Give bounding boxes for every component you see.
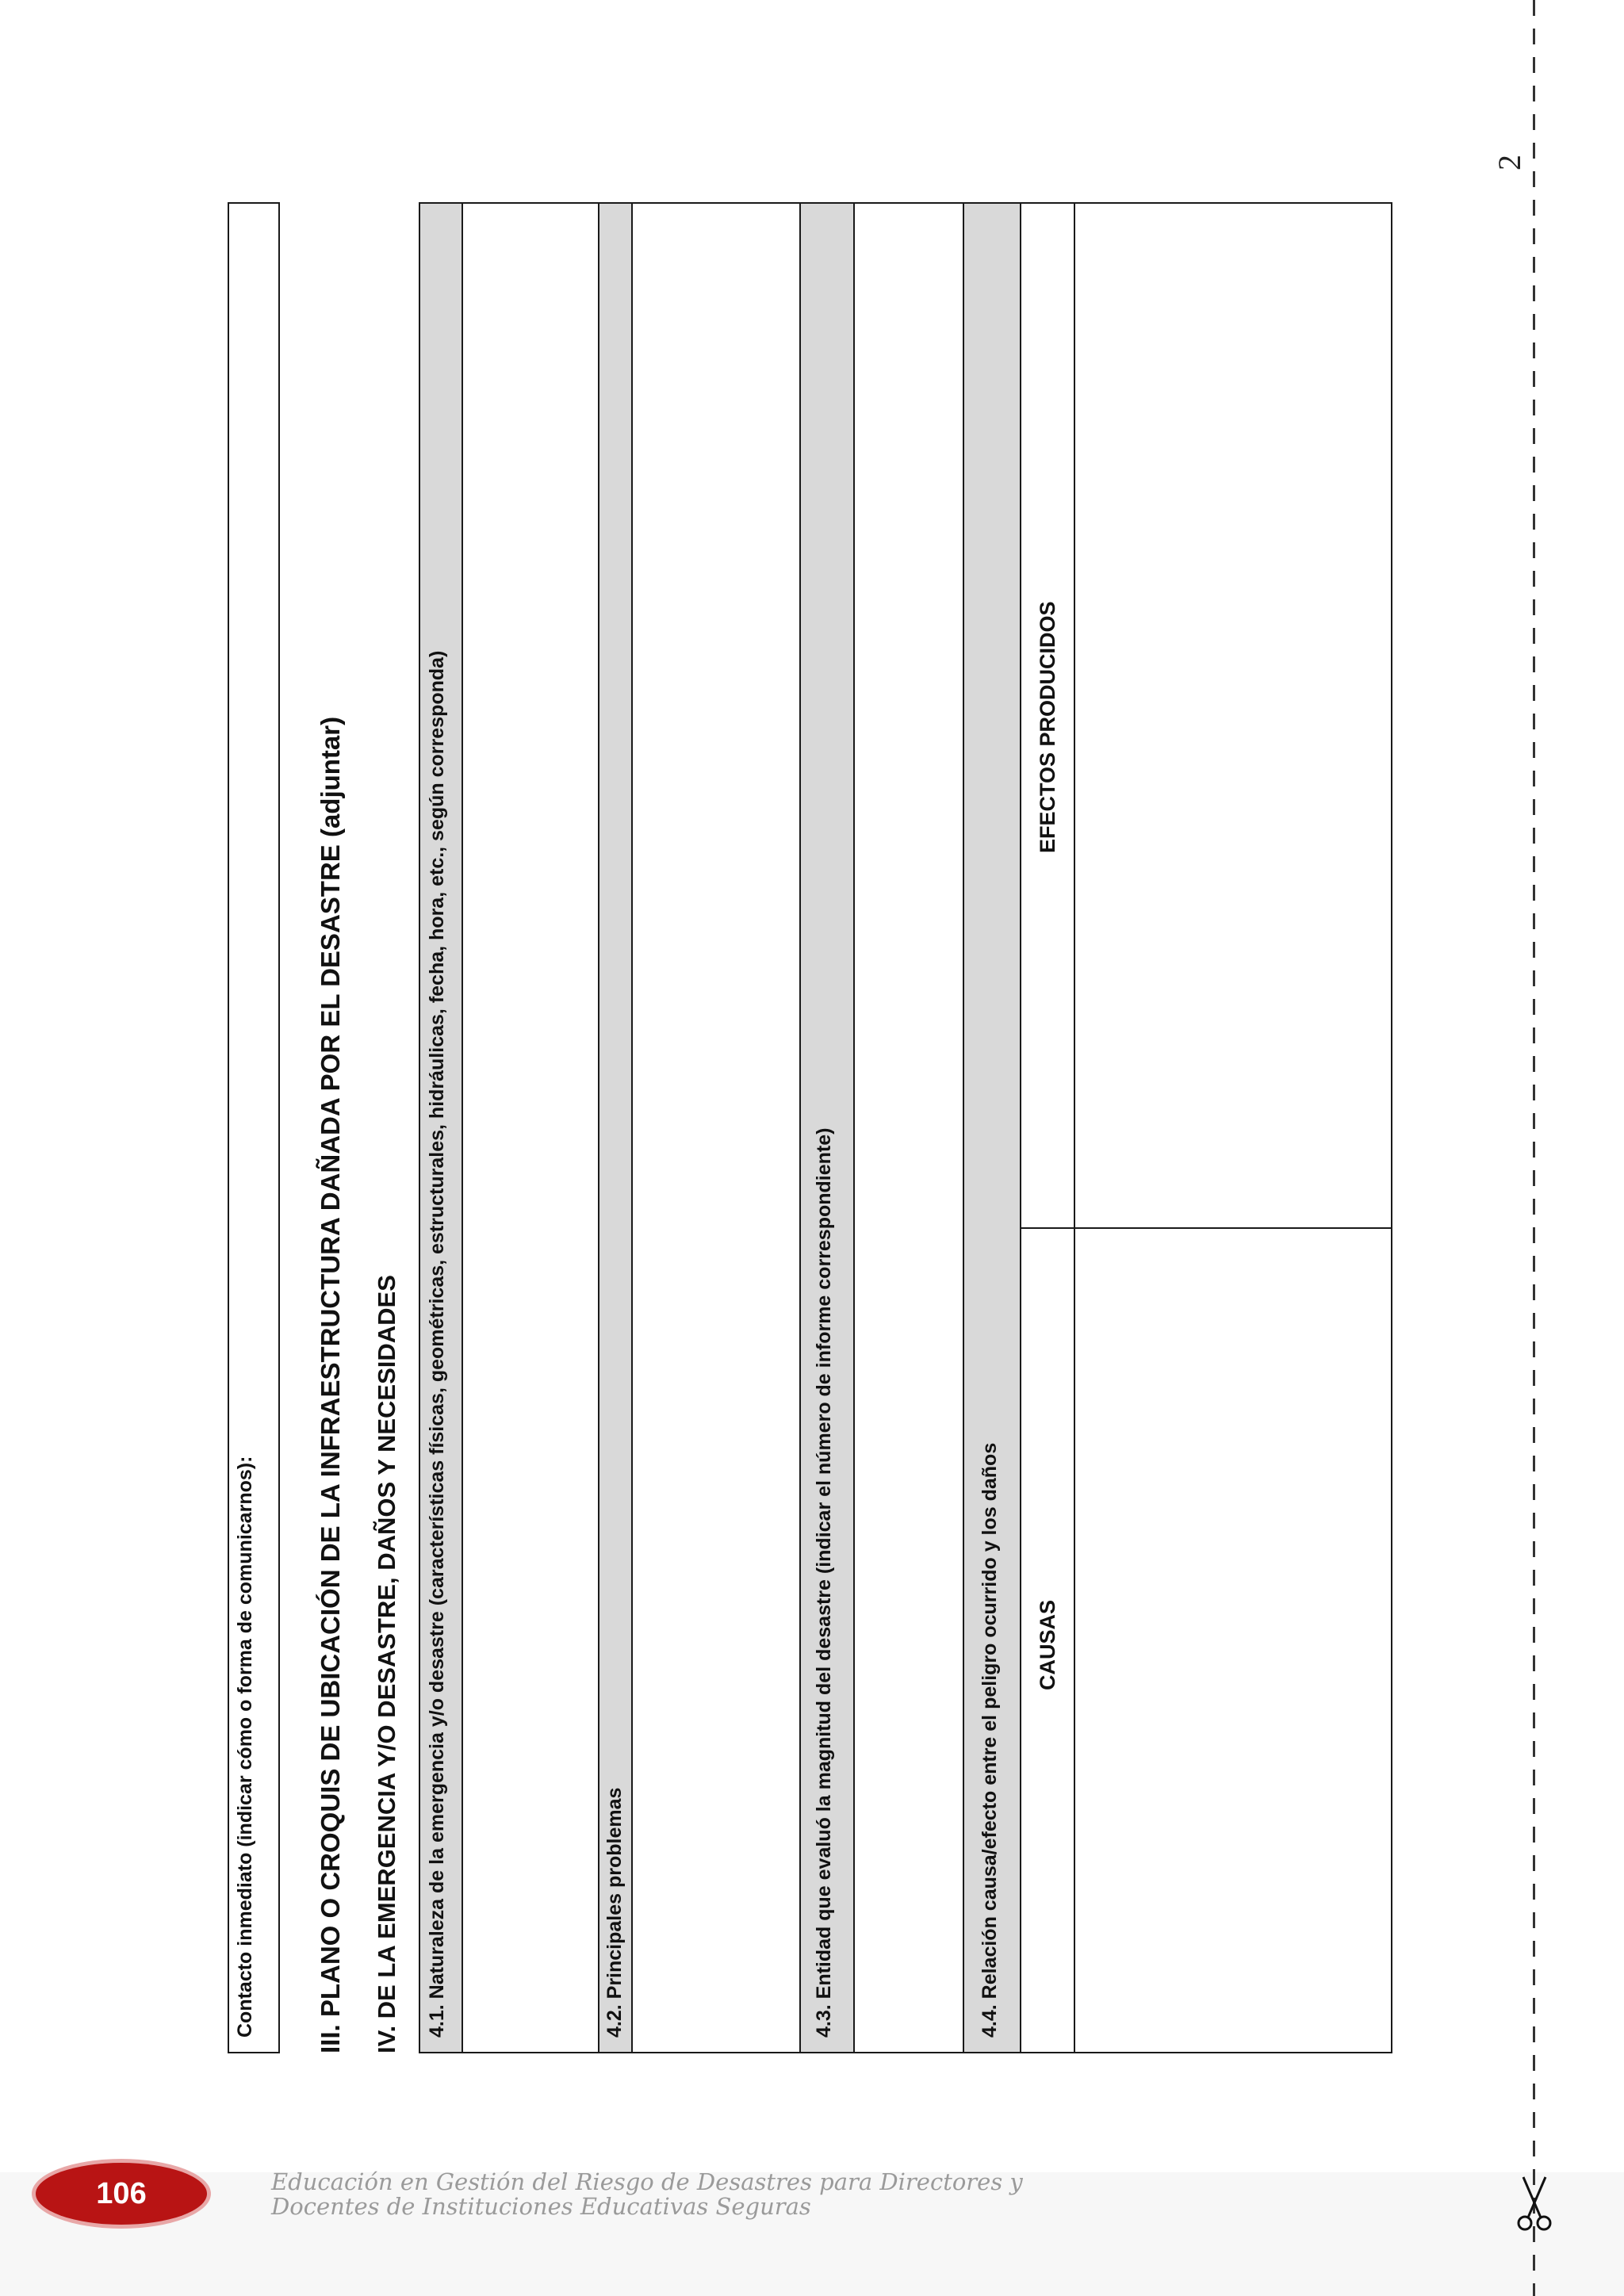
footer-title-line-2: Docentes de Instituciones Educativas Seguras xyxy=(271,2193,811,2220)
section-3-title: III. PLANO O CROQUIS DE UBICACIÓN DE LA INFRAESTRUCTURA DAÑADA POR EL DESASTRE (adjuntar) xyxy=(316,716,345,2053)
efectos-cell[interactable] xyxy=(1075,204,1391,1227)
sheet-number: 2 xyxy=(1492,155,1527,170)
item-4-2-label: 4.2. Principales problemas xyxy=(603,1787,626,2038)
footer-title-line-1: Educación en Gestión del Riesgo de Desastres para Directores y xyxy=(271,2168,1023,2195)
cut-line xyxy=(1533,0,1535,2296)
item-4-2-header xyxy=(598,202,633,2053)
item-4-1-answer[interactable] xyxy=(463,204,598,2052)
contact-label: Contacto inmediato (indicar cómo o forma de comunicarnos): xyxy=(234,1456,256,2038)
item-4-3-answer[interactable] xyxy=(855,204,963,2052)
scissors-icon xyxy=(1511,2172,1558,2236)
column-header-causas: CAUSAS xyxy=(1036,1599,1059,1690)
item-4-4-label: 4.4. Relación causa/efecto entre el peligro ocurrido y los daños xyxy=(979,1442,1001,2038)
item-4-1-label: 4.1. Naturaleza de la emergencia y/o desastre (características físicas, geométricas, estructurales, hidráulicas, fecha, hora, etc., según corresponda) xyxy=(426,650,448,2038)
causas-cell[interactable] xyxy=(1075,1229,1391,2052)
page-number-badge: 106 xyxy=(36,2163,207,2225)
item-4-3-label: 4.3. Entidad que evaluó la magnitud del desastre (indicar el número de informe correspondiente) xyxy=(813,1127,835,2038)
column-header-efectos: EFECTOS PRODUCIDOS xyxy=(1036,601,1059,853)
section-4-title: IV. DE LA EMERGENCIA Y/O DESASTRE, DAÑOS Y NECESIDADES xyxy=(373,1275,400,2053)
item-4-2-answer[interactable] xyxy=(633,204,799,2052)
